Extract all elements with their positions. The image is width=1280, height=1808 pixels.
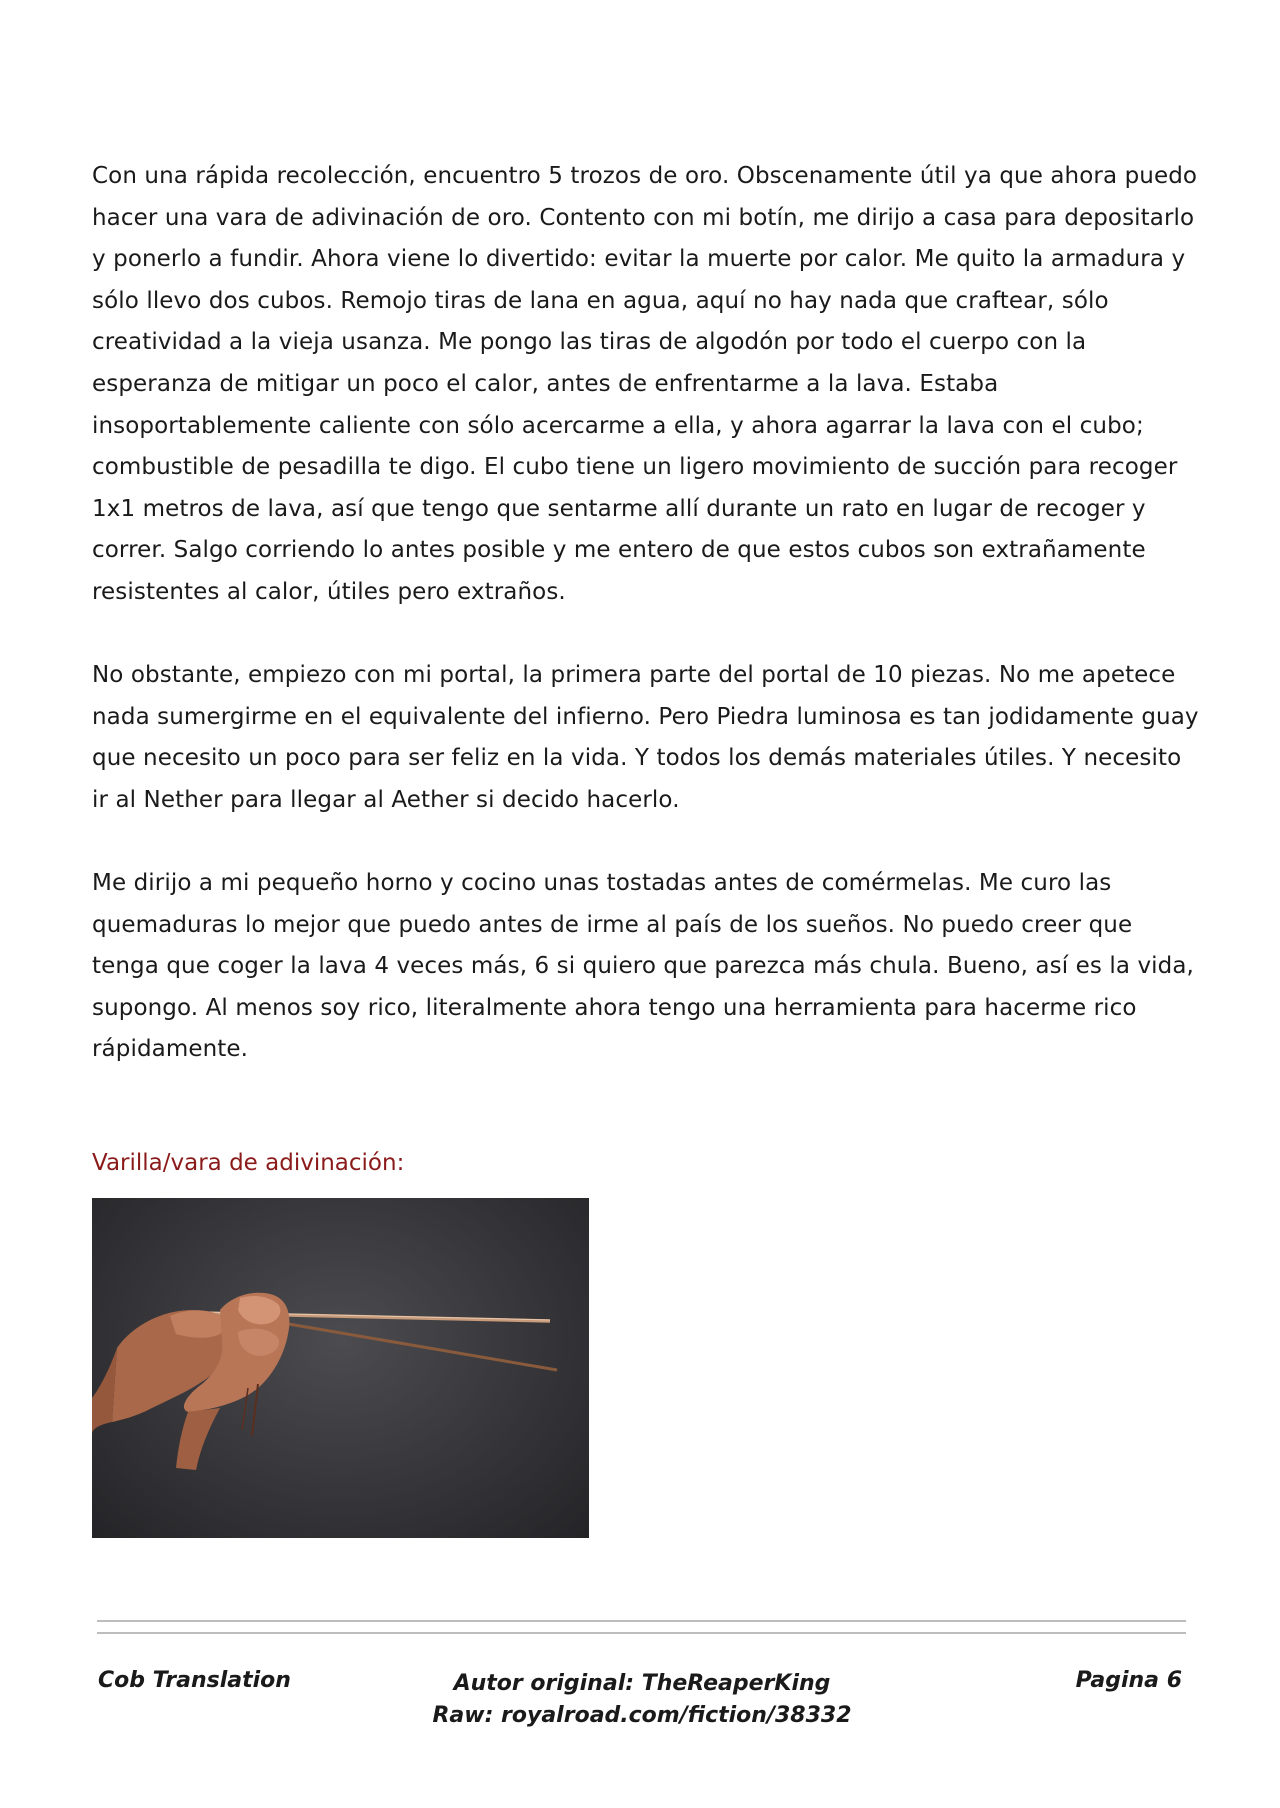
dowsing-rod-photo [92,1198,589,1538]
footer-source [382,1668,902,1732]
paragraph-3: Me dirijo a mi pequeño horno y cocino unas tostadas antes de comérmelas. Me curo las quemaduras lo mejor que puedo antes de irme al país de los sueños. No puedo creer que tenga que coger la lava 4 veces más, 6 si quiero que parezca más chula. Bueno, así es la vida, supongo. Al menos soy rico, literalmente ahora tengo una herramienta para hacerme rico rápidamente. [92,870,1194,1063]
paragraph-2: No obstante, empiezo con mi portal, la primera parte del portal de 10 piezas. No me apetece nada sumergirme en el equivalente del infierno. Pero Piedra luminosa es tan jodidamente guay que necesito un poco para ser feliz en la vida. Y todos los demás materiales útiles. Y necesito ir al Nether para llegar al Aether si decido hacerlo. [92,662,1199,813]
body-text [92,156,1202,1113]
dowsing-rod-illustration [92,1198,589,1538]
footer-divider-bottom [97,1632,1186,1634]
footer-author: Autor original: TheReaperKing [453,1671,831,1696]
paragraph-1: Con una rápida recolección, encuentro 5 trozos de oro. Obscenamente útil ya que ahora puedo hacer una vara de adivinación de oro. Contento con mi botín, me dirijo a casa para depositarlo y ponerlo a fundir. Ahora viene lo divertido: evitar la muerte por calor. Me quito la armadura y sólo llevo dos cubos. Remojo tiras de lana en agua, aquí no hay nada que craftear, sólo creatividad a la vieja usanza. Me pongo las tiras de algodón por todo el cuerpo con la esperanza de mitigar un poco el calor, antes de enfrentarme a la lava. Estaba insoportablemente caliente con sólo acercarme a ella, y ahora agarrar la lava con el cubo; combustible de pesadilla te digo. El cubo tiene un ligero movimiento de succión para recoger 1x1 metros de lava, así que tengo que sentarme allí durante un rato en lugar de recoger y correr. Salgo corriendo lo antes posible y me entero de que estos cubos son extrañamente resistentes al calor, útiles pero extraños. [92,163,1198,605]
image-caption: Varilla/vara de adivinación: [92,1150,405,1176]
footer-page-number: Pagina 6 [1075,1668,1182,1693]
footer-raw-link: Raw: royalroad.com/fiction/38332 [432,1703,852,1728]
footer-divider-top [97,1620,1186,1622]
footer-translator: Cob Translation [98,1668,291,1693]
